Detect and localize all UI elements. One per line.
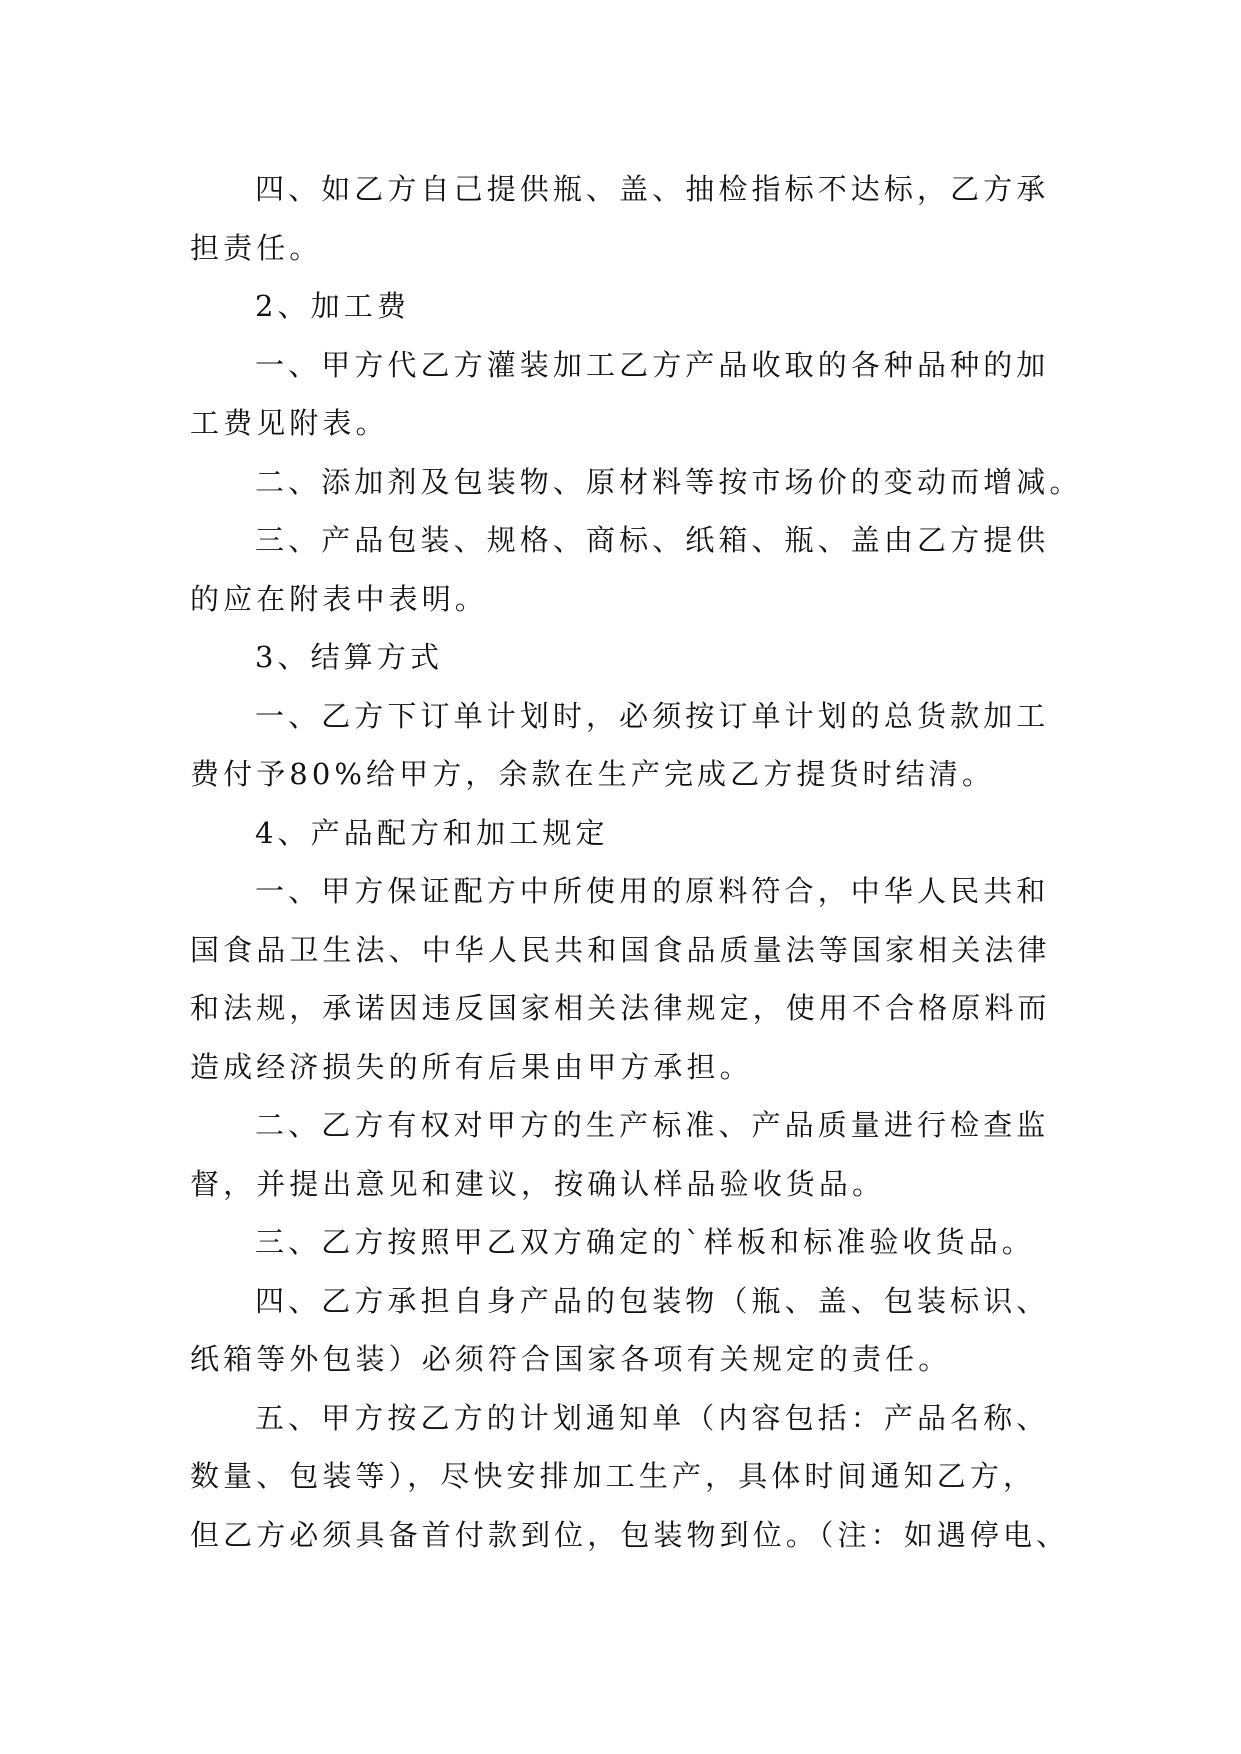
text-line: 二、添加剂及包装物、原材料等按市场价的变动而增减。: [255, 464, 1083, 499]
text-line: 四、乙方承担自身产品的包装物（瓶、盖、包装标识、: [255, 1283, 1050, 1318]
text-line: 纸箱等外包装）必须符合国家各项有关规定的责任。: [190, 1342, 952, 1376]
text-line: 费付予80%给甲方，余款在生产完成乙方提货时结清。: [190, 757, 995, 791]
text-line: 担责任。: [190, 230, 323, 265]
text-line: 和法规，承诺因违反国家相关法律规定，使用不合格原料而: [190, 991, 1051, 1025]
section-heading: 3、结算方式: [255, 640, 444, 674]
text-line: 一、甲方代乙方灌装加工乙方产品收取的各种品种的加: [255, 347, 1050, 382]
text-line: 一、甲方保证配方中所使用的原料符合，中华人民共和: [255, 874, 1050, 908]
text-line: 国食品卫生法、中华人民共和国食品质量法等国家相关法律: [190, 932, 1051, 967]
text-line: 数量、包装等），尽快安排加工生产，具体时间通知乙方，: [190, 1459, 1037, 1493]
text-line: 三、产品包装、规格、商标、纸箱、瓶、盖由乙方提供: [255, 523, 1050, 557]
section-heading: 2、加工费: [255, 289, 410, 323]
text-line: 工费见附表。: [190, 406, 389, 440]
section-heading: 4、产品配方和加工规定: [255, 815, 609, 850]
text-line: 三、乙方按照甲乙双方确定的`样板和标准验收货品。: [255, 1225, 1035, 1259]
text-line: 造成经济损失的所有后果由甲方承担。: [190, 1049, 753, 1084]
text-line: 一、乙方下订单计划时，必须按订单计划的总货款加工: [255, 698, 1050, 733]
text-line: 二、乙方有权对甲方的生产标准、产品质量进行检查监: [255, 1108, 1050, 1142]
text-line: 督，并提出意见和建议，按确认样品验收货品。: [190, 1166, 886, 1201]
document-body: [190, 160, 1083, 1564]
text-line: 四、如乙方自己提供瓶、盖、抽检指标不达标，乙方承: [255, 172, 1050, 206]
text-line: 的应在附表中表明。: [190, 581, 488, 616]
text-line: 五、甲方按乙方的计划通知单（内容包括：产品名称、: [255, 1400, 1050, 1435]
text-line: 但乙方必须具备首付款到位，包装物到位。（注：如遇停电、: [190, 1517, 1070, 1552]
